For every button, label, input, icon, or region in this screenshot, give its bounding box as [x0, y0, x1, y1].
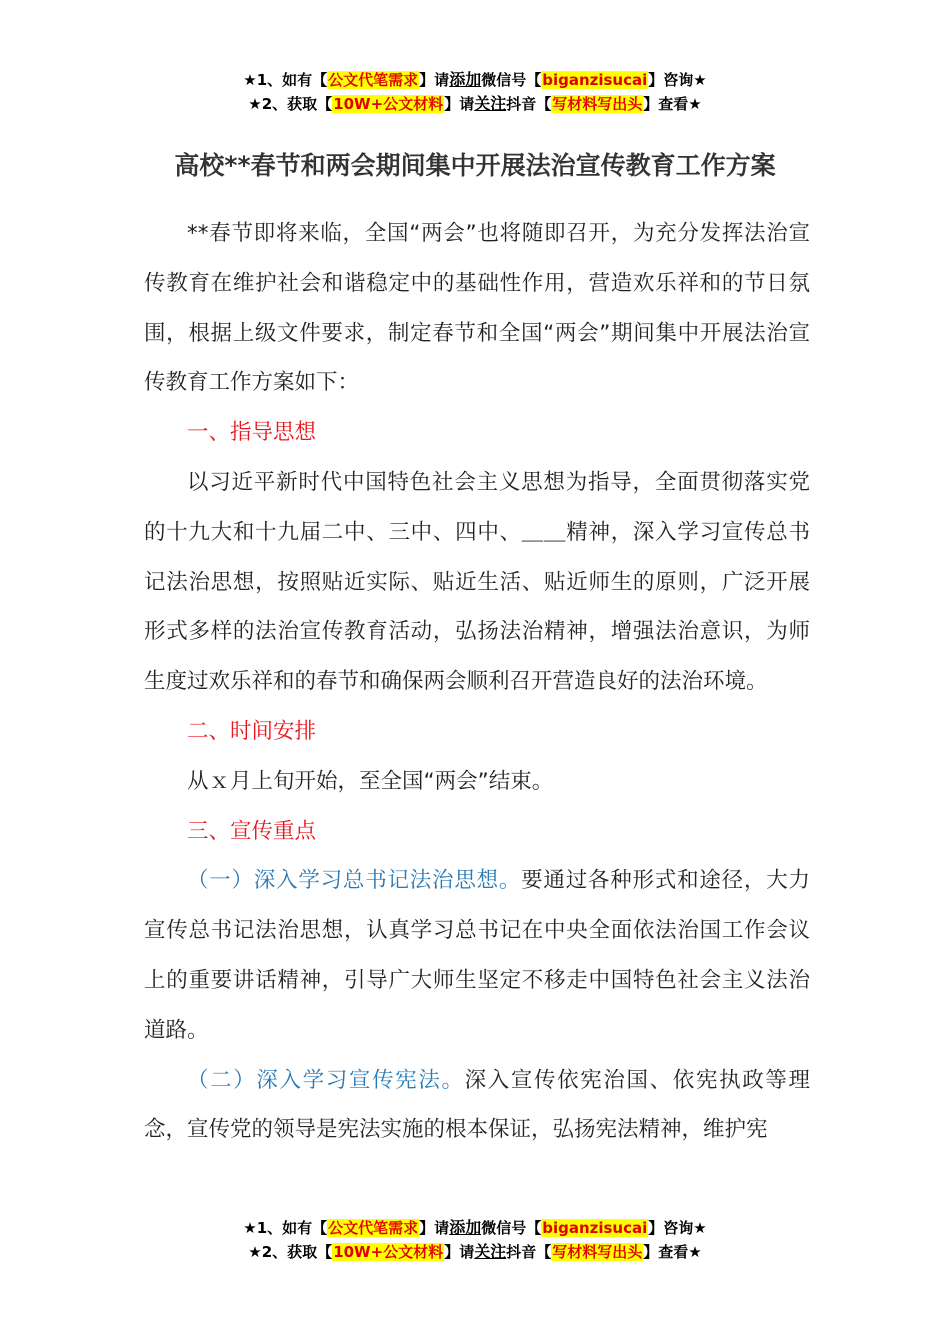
banner-emphasis: 添加: [449, 70, 482, 89]
banner-text: 】咨询★: [648, 71, 707, 89]
subsection-text-1: 要通过各种形式和途径，大力宣传总书记法治思想，认真学习总书记在中央全面依法治国工作会议上的重要讲话精神，引导广大师生坚定不移走中国特色社会主义法治道路。: [144, 868, 810, 1043]
banner-text: 】查看★: [643, 95, 702, 113]
banner-highlight: 写材料写出头: [552, 1243, 643, 1261]
subsection-lead-1: （一）深入学习总书记法治思想。: [187, 868, 522, 894]
banner-highlight: biganzisucai: [542, 71, 648, 89]
subsection-paragraph-1: [144, 856, 810, 1055]
banner-text: 】查看★: [643, 1243, 702, 1261]
banner-text: 微信号【: [481, 71, 542, 89]
banner-text: 】请: [419, 1219, 450, 1237]
banner-text: 】咨询★: [648, 1219, 707, 1237]
banner-text: ★2、获取【: [248, 1243, 333, 1261]
section-paragraph-1: 以习近平新时代中国特色社会主义思想为指导，全面贯彻落实党的十九大和十九届二中、三中、四中、＿＿精神，深入学习宣传总书记法治思想，按照贴近实际、贴近生活、贴近师生的原则，广泛开展形式多样的法治宣传教育活动，弘扬法治精神，增强法治意识，为师生度过欢乐祥和的春节和确保两会顺利召开营造良好的法治环境。: [144, 469, 810, 695]
section-paragraph-2: 从ｘ月上旬开始，至全国“两会”结束。: [187, 768, 554, 794]
banner-text: ★1、如有【: [243, 1219, 328, 1237]
section-heading-2: 二、时间安排: [187, 718, 317, 744]
document-title: 高校**春节和两会期间集中开展法治宣传教育工作方案: [174, 151, 776, 180]
banner-line-2: [0, 92, 950, 116]
banner-line-1: [0, 1216, 950, 1240]
banner-text: 】请: [419, 71, 450, 89]
banner-text: 微信号【: [481, 1219, 542, 1237]
section-heading-1: 一、指导思想: [187, 420, 317, 446]
banner-text: ★1、如有【: [243, 71, 328, 89]
banner-text: 】请: [444, 1243, 475, 1261]
banner-emphasis: 添加: [449, 1218, 482, 1237]
banner-text: 抖音【: [506, 95, 552, 113]
banner-emphasis: 关注: [474, 94, 507, 113]
banner-highlight: 10W+公文材料: [333, 1243, 444, 1261]
banner-highlight: 10W+公文材料: [333, 95, 444, 113]
banner-text: ★2、获取【: [248, 95, 333, 113]
banner-text: 抖音【: [506, 1243, 552, 1261]
banner-highlight: biganzisucai: [542, 1219, 648, 1237]
banner-highlight: 写材料写出头: [552, 95, 643, 113]
subsection-paragraph-2: [144, 1056, 810, 1156]
subsection-lead-2: （二）深入学习宣传宪法。: [187, 1067, 465, 1093]
banner-line-2: [0, 1240, 950, 1264]
subsection-text-2: 深入宣传依宪治国、依宪执政等理念，宣传党的领导是宪法实施的根本保证，弘扬宪法精神，维护宪: [144, 1067, 810, 1143]
section-heading-3: 三、宣传重点: [187, 818, 317, 844]
footer-banner: [0, 1216, 950, 1264]
banner-text: 】请: [444, 95, 475, 113]
header-banner: [0, 68, 950, 116]
banner-line-1: [0, 68, 950, 92]
document-body: [144, 209, 810, 1155]
banner-highlight: 公文代笔需求: [328, 71, 419, 89]
banner-highlight: 公文代笔需求: [328, 1219, 419, 1237]
banner-emphasis: 关注: [474, 1242, 507, 1261]
intro-paragraph: **春节即将来临，全国“两会”也将随即召开，为充分发挥法治宣传教育在维护社会和谐稳定中的基础性作用，营造欢乐祥和的节日氛围，根据上级文件要求，制定春节和全国“两会”期间集中开展法治宣传教育工作方案如下：: [144, 221, 810, 396]
